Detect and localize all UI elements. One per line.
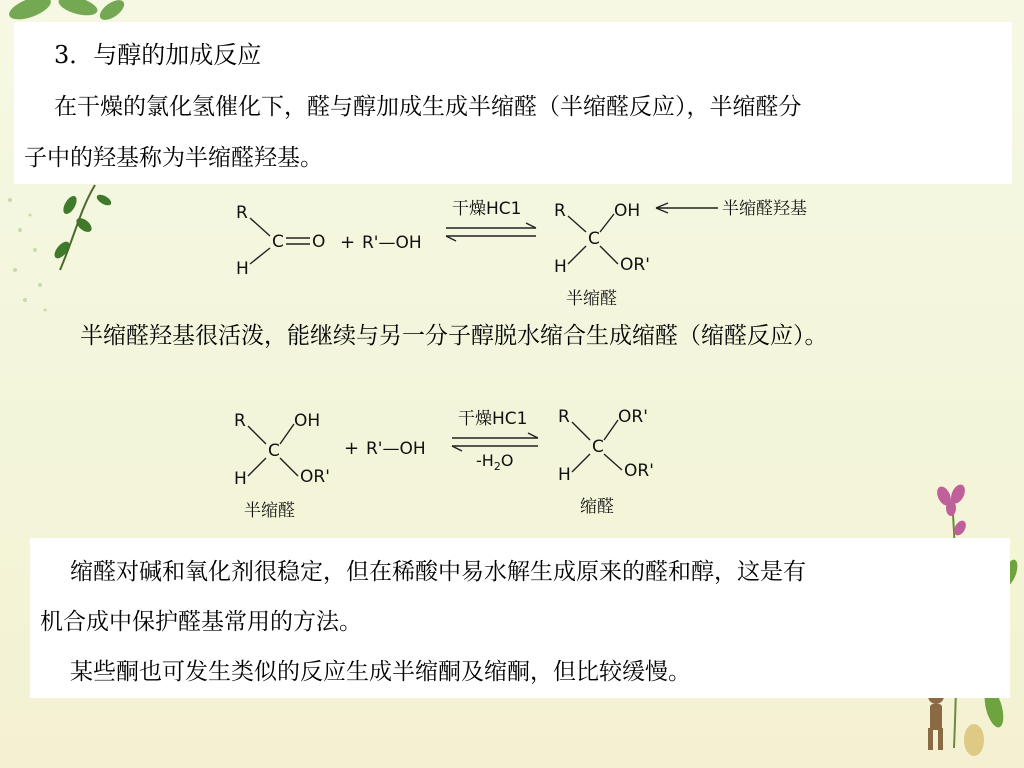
atom-h: H bbox=[236, 259, 249, 279]
product-name: 半缩醛 bbox=[566, 289, 617, 309]
annotation-label: 半缩醛羟基 bbox=[722, 199, 807, 219]
atom-r: R bbox=[234, 411, 246, 431]
atom-c: C bbox=[592, 437, 604, 457]
plus-sign: + bbox=[340, 232, 356, 253]
atom-r: R bbox=[558, 407, 570, 427]
summary-line-3: 某些酮也可发生类似的反应生成半缩酮及缩酮，但比较缓慢。 bbox=[70, 659, 691, 685]
reaction-condition: 干燥HC1 bbox=[452, 199, 522, 219]
atom-c: C bbox=[272, 232, 284, 252]
atom-oh: OH bbox=[614, 201, 641, 221]
atom-or: OR' bbox=[300, 467, 330, 487]
atom-c: C bbox=[268, 441, 280, 461]
atom-r: R bbox=[236, 203, 248, 223]
reaction-1-diagram bbox=[220, 192, 860, 312]
reagent-alcohol: R'—OH bbox=[362, 233, 422, 253]
atom-or: OR' bbox=[624, 461, 654, 481]
summary-line-1: 缩醛对碱和氧化剂很稳定，但在稀酸中易水解生成原来的醛和醇，这是有 bbox=[70, 559, 806, 585]
atom-h: H bbox=[234, 469, 247, 489]
intro-line-2: 子中的羟基称为半缩醛羟基。 bbox=[24, 145, 323, 171]
atom-or: OR' bbox=[620, 255, 650, 275]
reactant-name: 半缩醛 bbox=[244, 501, 295, 521]
middle-text: 半缩醛羟基很活泼，能继续与另一分子醇脱水缩合生成缩醛（缩醛反应）。 bbox=[80, 323, 828, 349]
atom-r: R bbox=[554, 201, 566, 221]
intro-line-1: 在干燥的氯化氢催化下，醛与醇加成生成半缩醛（半缩醛反应），半缩醛分 bbox=[54, 94, 802, 120]
section-heading: 3．与醇的加成反应 bbox=[54, 41, 262, 69]
atom-oh: OH bbox=[294, 411, 321, 431]
reaction-condition-bottom: $-H_2O$ bbox=[476, 451, 514, 473]
plus-sign: + bbox=[344, 438, 360, 459]
reaction-condition-top: 干燥HC1 bbox=[458, 409, 528, 429]
reagent-alcohol: R'—OH bbox=[366, 439, 426, 459]
product-name: 缩醛 bbox=[580, 497, 614, 517]
atom-o: O bbox=[312, 232, 326, 252]
atom-or: OR' bbox=[618, 407, 648, 427]
summary-line-2: 机合成中保护醛基常用的方法。 bbox=[40, 609, 362, 635]
atom-h: H bbox=[554, 257, 567, 277]
reaction-2-diagram bbox=[228, 400, 688, 525]
atom-h: H bbox=[558, 465, 571, 485]
atom-c: C bbox=[588, 229, 600, 249]
